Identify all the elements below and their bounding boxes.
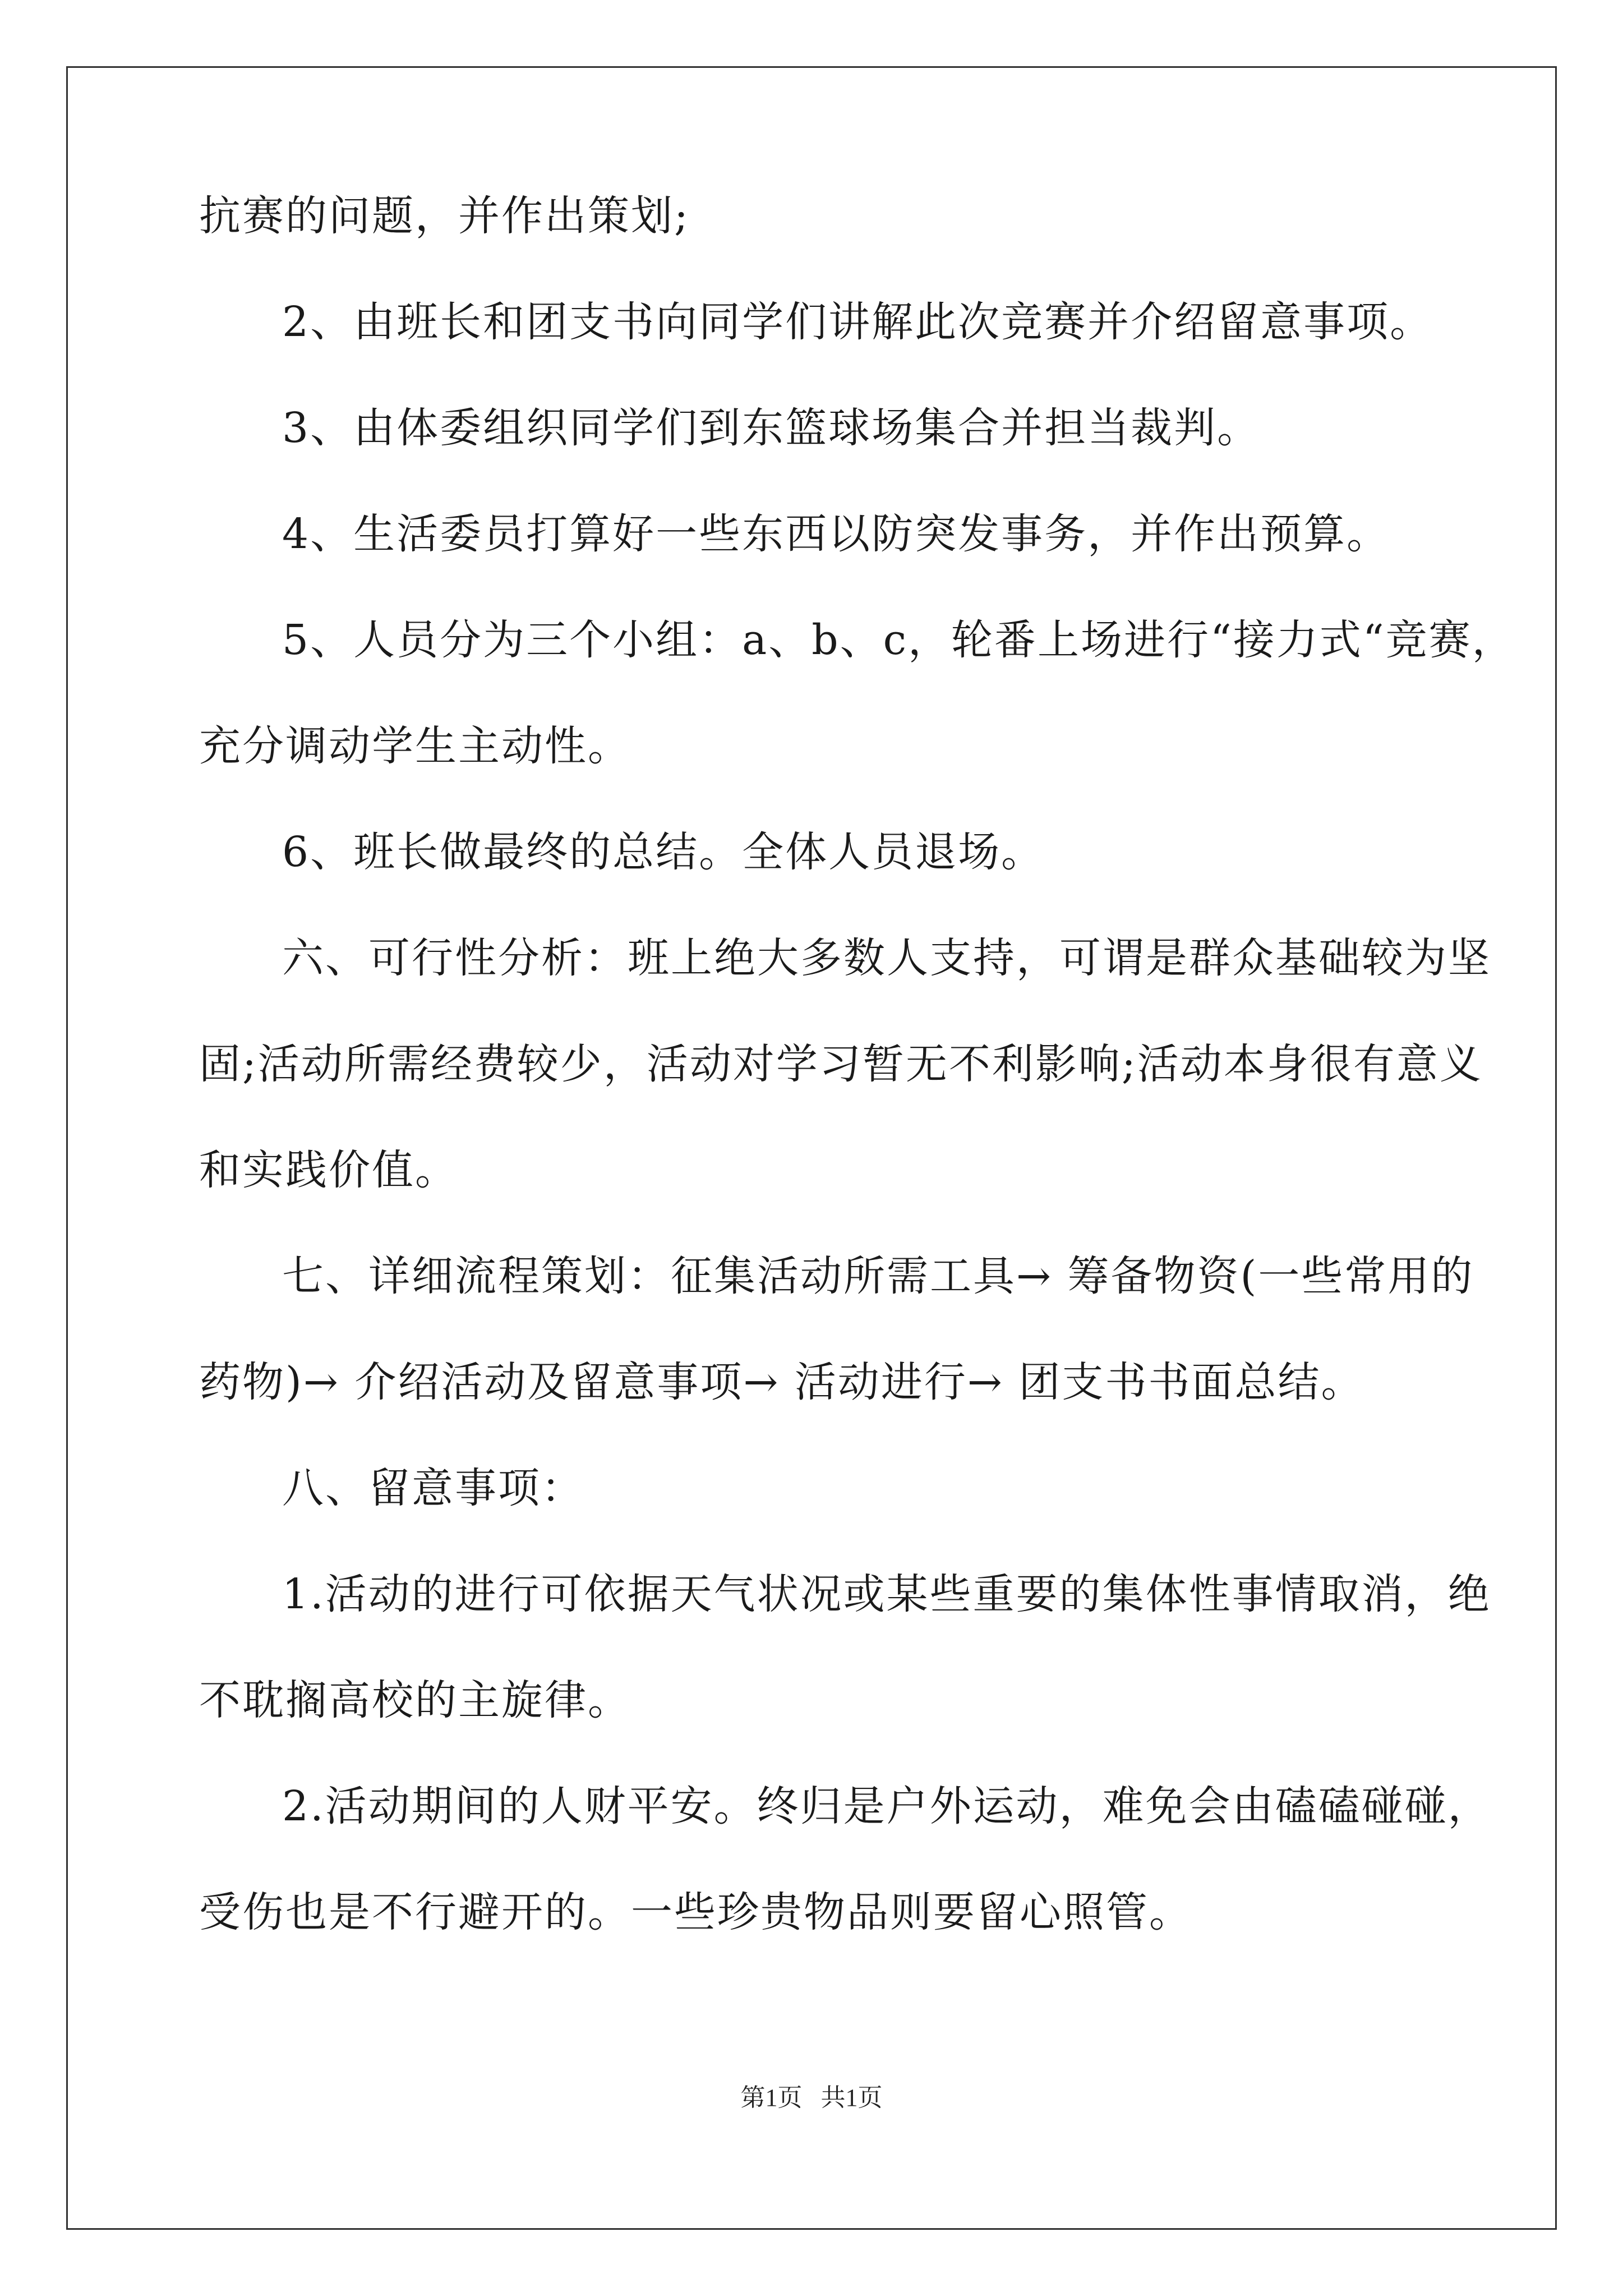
text-line-12: 药物)→ 介绍活动及留意事项→ 活动进行→ 团支书书面总结。 [199,1358,1364,1406]
text-line-4: 4、生活委员打算好一些东西以防突发事务，并作出预算。 [282,510,1390,558]
text-line-5: 5、人员分为三个小组：a、b、c，轮番上场进行“接力式“竞赛， [282,616,1515,664]
text-line-7: 6、班长做最终的总结。全体人员退场。 [282,828,1045,876]
text-line-13: 八、留意事项： [282,1464,584,1512]
text-line-8: 六、可行性分析：班上绝大多数人支持，可谓是群众基础较为坚 [282,934,1491,982]
text-line-9: 固;活动所需经费较少，活动对学习暂无不利影响;活动本身很有意义 [199,1040,1483,1088]
text-line-2: 2、由班长和团支书向同学们讲解此次竞赛并介绍留意事项。 [282,298,1433,346]
text-line-17: 受伤也是不行避开的。一些珍贵物品则要留心照管。 [199,1888,1192,1936]
text-line-14: 1.活动的进行可依据天气状况或某些重要的集体性事情取消，绝 [282,1570,1491,1618]
text-line-6: 充分调动学生主动性。 [199,722,631,770]
text-line-3: 3、由体委组织同学们到东篮球场集合并担当裁判。 [282,404,1261,452]
text-line-1: 抗赛的问题，并作出策划; [199,192,690,240]
page-number-footer: 第1页 共1页 [740,2084,883,2111]
text-line-11: 七、详细流程策划：征集活动所需工具→ 筹备物资(一些常用的 [282,1252,1474,1300]
text-line-16: 2.活动期间的人财平安。终归是户外运动，难免会由磕磕碰碰， [282,1782,1491,1830]
text-line-10: 和实践价值。 [199,1146,458,1194]
text-line-15: 不耽搁高校的主旋律。 [199,1676,631,1724]
